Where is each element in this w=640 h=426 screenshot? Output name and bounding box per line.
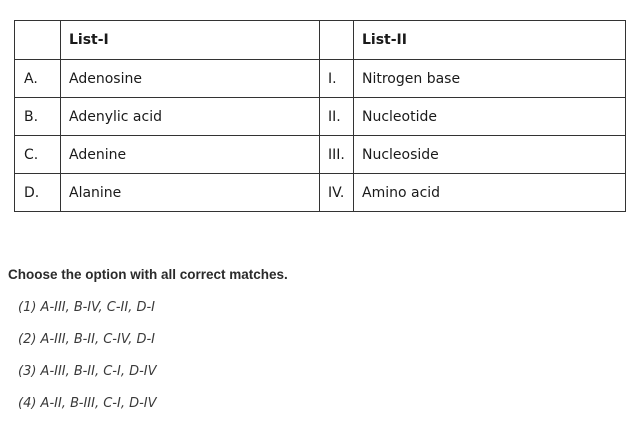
list1-item: Alanine bbox=[61, 174, 320, 212]
row-label: C. bbox=[15, 136, 61, 174]
list1-item: Adenylic acid bbox=[61, 98, 320, 136]
row-numeral: II. bbox=[320, 98, 354, 136]
row-numeral: I. bbox=[320, 60, 354, 98]
list1-item: Adenine bbox=[61, 136, 320, 174]
list1-header: List-I bbox=[61, 21, 320, 60]
list2-item: Amino acid bbox=[354, 174, 626, 212]
list1-item: Adenosine bbox=[61, 60, 320, 98]
question-text: Choose the option with all correct matches. bbox=[8, 267, 288, 282]
table-row bbox=[15, 60, 626, 98]
row-label: D. bbox=[15, 174, 61, 212]
table-row bbox=[15, 98, 626, 136]
table-header-row bbox=[15, 21, 626, 60]
row-numeral: III. bbox=[320, 136, 354, 174]
list2-item: Nucleotide bbox=[354, 98, 626, 136]
list2-item: Nucleoside bbox=[354, 136, 626, 174]
row-label: A. bbox=[15, 60, 61, 98]
header-empty-cell-2 bbox=[320, 21, 354, 60]
option-1[interactable]: (1) A-III, B-IV, C-II, D-I bbox=[18, 300, 156, 315]
match-table bbox=[14, 20, 626, 212]
row-label: B. bbox=[15, 98, 61, 136]
list2-header: List-II bbox=[354, 21, 626, 60]
table-row bbox=[15, 136, 626, 174]
option-2[interactable]: (2) A-III, B-II, C-IV, D-I bbox=[18, 332, 156, 347]
header-empty-cell-1 bbox=[15, 21, 61, 60]
list2-item: Nitrogen base bbox=[354, 60, 626, 98]
option-3[interactable]: (3) A-III, B-II, C-I, D-IV bbox=[18, 364, 157, 379]
option-4[interactable]: (4) A-II, B-III, C-I, D-IV bbox=[18, 396, 157, 411]
row-numeral: IV. bbox=[320, 174, 354, 212]
table-row bbox=[15, 174, 626, 212]
answer-options bbox=[18, 298, 157, 426]
